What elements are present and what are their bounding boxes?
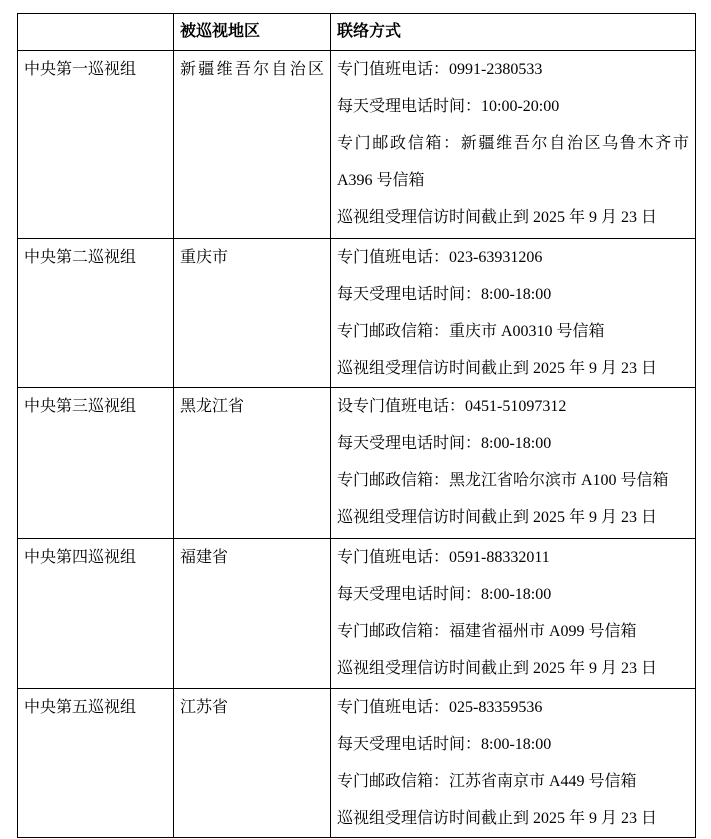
group-cell: 中央第一巡视组 <box>18 51 174 239</box>
table-header-row <box>18 14 696 51</box>
contact-line-phone: 专门值班电话：025-83359536 <box>337 699 543 716</box>
region-cell: 黑龙江省 <box>174 388 331 539</box>
inspection-table <box>17 13 696 838</box>
contact-line-mailbox: 专门邮政信箱：重庆市 A00310 号信箱 <box>337 323 605 340</box>
table-row <box>18 51 696 239</box>
contact-cell <box>331 51 696 239</box>
group-cell: 中央第四巡视组 <box>18 539 174 689</box>
region-cell: 江苏省 <box>174 689 331 838</box>
contact-line-hours: 每天受理电话时间：8:00-18:00 <box>337 286 552 303</box>
contact-line-phone: 专门值班电话：0591-88332011 <box>337 549 550 566</box>
header-cell-contact: 联络方式 <box>331 14 696 51</box>
group-cell: 中央第三巡视组 <box>18 388 174 539</box>
table-row <box>18 539 696 689</box>
contact-line-hours: 每天受理电话时间：8:00-18:00 <box>337 586 552 603</box>
contact-line-mailbox: 专门邮政信箱：新疆维吾尔自治区乌鲁木齐市 A396 号信箱 <box>337 135 689 189</box>
contact-line-hours: 每天受理电话时间：8:00-18:00 <box>337 435 552 452</box>
contact-line-deadline: 巡视组受理信访时间截止到 2025 年 9 月 23 日 <box>337 209 658 226</box>
contact-line-phone: 专门值班电话：023-63931206 <box>337 249 543 266</box>
region-cell: 新疆维吾尔自治区 <box>174 51 331 239</box>
table-row <box>18 689 696 838</box>
contact-line-hours: 每天受理电话时间：8:00-18:00 <box>337 736 552 753</box>
table-row <box>18 388 696 539</box>
contact-cell <box>331 689 696 838</box>
contact-cell <box>331 539 696 689</box>
header-cell-region: 被巡视地区 <box>174 14 331 51</box>
group-cell: 中央第二巡视组 <box>18 239 174 388</box>
contact-line-deadline: 巡视组受理信访时间截止到 2025 年 9 月 23 日 <box>337 810 658 827</box>
contact-line-deadline: 巡视组受理信访时间截止到 2025 年 9 月 23 日 <box>337 660 658 677</box>
region-cell: 福建省 <box>174 539 331 689</box>
contact-line-hours: 每天受理电话时间：10:00-20:00 <box>337 98 560 115</box>
header-cell-group <box>18 14 174 51</box>
contact-line-mailbox: 专门邮政信箱：黑龙江省哈尔滨市 A100 号信箱 <box>337 472 669 489</box>
contact-line-deadline: 巡视组受理信访时间截止到 2025 年 9 月 23 日 <box>337 509 658 526</box>
group-cell: 中央第五巡视组 <box>18 689 174 838</box>
contact-line-deadline: 巡视组受理信访时间截止到 2025 年 9 月 23 日 <box>337 360 658 377</box>
region-cell: 重庆市 <box>174 239 331 388</box>
contact-line-phone: 专门值班电话：0991-2380533 <box>337 61 543 78</box>
contact-cell <box>331 239 696 388</box>
contact-line-mailbox: 专门邮政信箱：福建省福州市 A099 号信箱 <box>337 623 637 640</box>
contact-line-mailbox: 专门邮政信箱：江苏省南京市 A449 号信箱 <box>337 773 637 790</box>
table-row <box>18 239 696 388</box>
contact-cell <box>331 388 696 539</box>
contact-line-phone: 设专门值班电话：0451-51097312 <box>337 398 567 415</box>
